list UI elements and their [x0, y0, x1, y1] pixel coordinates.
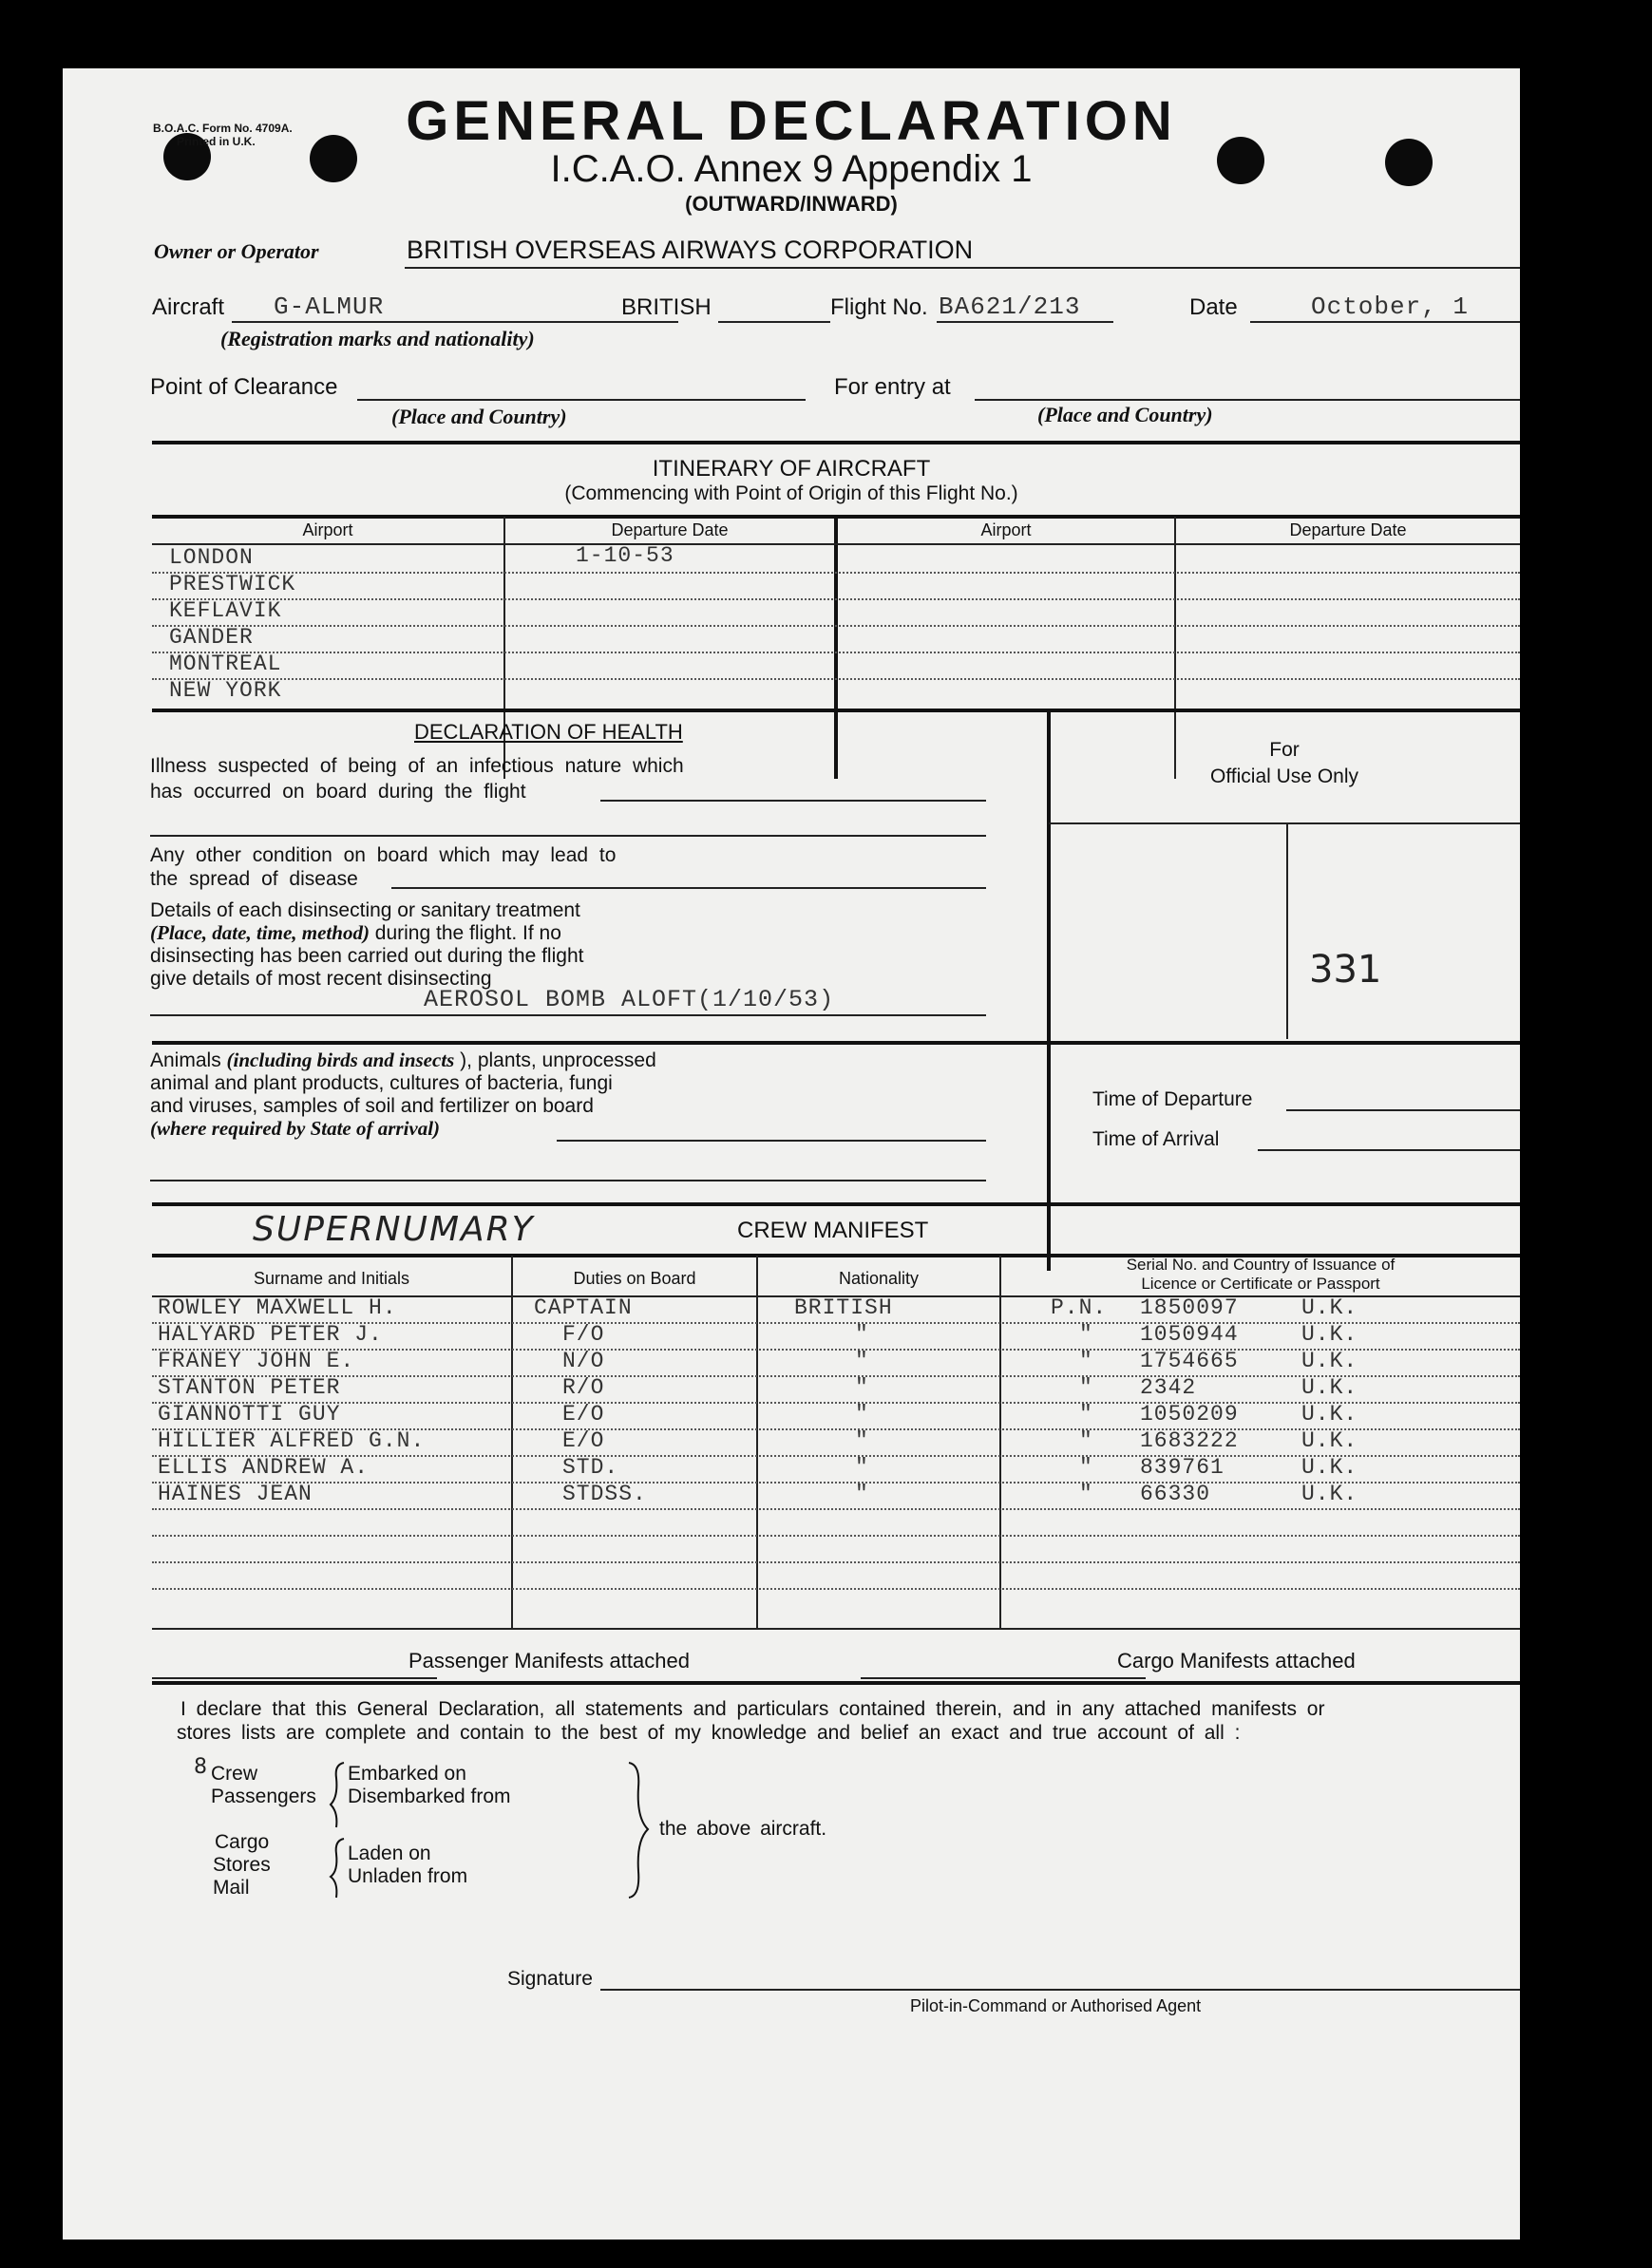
entry-caption: (Place and Country) — [1037, 403, 1213, 426]
crew-country: U.K. — [1301, 1402, 1358, 1427]
illness-line — [150, 835, 986, 837]
health-title: DECLARATION OF HEALTH — [414, 720, 683, 744]
time-arrival-label: Time of Arrival — [1092, 1128, 1220, 1150]
crew-col-serial-1: Serial No. and Country of Issuance of — [1126, 1256, 1396, 1274]
crew-col-duties: Duties on Board — [573, 1269, 696, 1288]
other-line — [391, 887, 986, 889]
decl-mail: Mail — [213, 1877, 250, 1899]
crew-duty: E/O — [562, 1402, 605, 1427]
crew-bottom-rule — [152, 1628, 1520, 1630]
flight-line — [937, 321, 1113, 323]
crew-count: 8 — [194, 1755, 207, 1779]
health-animals-1a: Animals — [150, 1049, 227, 1071]
crew-prefix: " — [1079, 1322, 1093, 1347]
decl-crew: Crew — [211, 1763, 258, 1785]
crew-serial: 66330 — [1140, 1482, 1211, 1506]
crew-prefix: " — [1079, 1482, 1093, 1506]
aircraft-line — [232, 321, 678, 323]
crew-row-rule — [152, 1588, 1520, 1590]
nationality-value: BRITISH — [621, 294, 712, 320]
crew-name: HALYARD PETER J. — [158, 1322, 383, 1347]
crew-country: U.K. — [1301, 1375, 1358, 1400]
crew-nationality: " — [855, 1455, 869, 1480]
official-divider — [1286, 824, 1288, 1039]
decl-passengers: Passengers — [211, 1786, 316, 1807]
itinerary-airport: NEW YORK — [169, 678, 282, 703]
crew-col-surname: Surname and Initials — [253, 1269, 410, 1288]
crew-col-nationality: Nationality — [838, 1269, 920, 1288]
health-illness-2: has occurred on board during the flight — [150, 781, 526, 803]
passenger-manifest: Passenger Manifests attached — [408, 1649, 690, 1673]
crew-prefix: " — [1079, 1428, 1093, 1453]
decl-stores: Stores — [213, 1854, 271, 1876]
crew-col-serial-2: Licence or Certificate or Passport — [1141, 1275, 1380, 1293]
date-label: Date — [1189, 294, 1238, 320]
decl-cargo: Cargo — [215, 1831, 270, 1853]
itinerary-col-airport: Airport — [980, 520, 1032, 539]
itinerary-row-rule — [152, 652, 1520, 653]
crew-duty: STDSS. — [562, 1482, 647, 1506]
health-bottom-rule — [152, 1202, 1520, 1206]
crew-country: U.K. — [1301, 1322, 1358, 1347]
itinerary-airport: LONDON — [169, 545, 254, 570]
itinerary-title: ITINERARY OF AIRCRAFT — [652, 456, 931, 482]
crew-country: U.K. — [1301, 1455, 1358, 1480]
declaration-line-2: stores lists are complete and contain to the best of my knowledge and belief an exact and true account of all : — [177, 1722, 1241, 1744]
itinerary-bottom-rule — [152, 709, 1520, 712]
itinerary-col-departure: Departure Date — [1289, 520, 1407, 539]
declaration-rule — [152, 1681, 1520, 1685]
printed-in: Printed in U.K. — [177, 135, 256, 148]
entry-line — [975, 399, 1520, 401]
crew-prefix: " — [1079, 1455, 1093, 1480]
crew-nationality: " — [855, 1402, 869, 1427]
disinf-value: AEROSOL BOMB ALOFT(1/10/53) — [424, 986, 835, 1013]
official-number: 331 — [1309, 948, 1382, 992]
itinerary-row-rule — [152, 678, 1520, 680]
time-arrival-line — [1258, 1149, 1520, 1151]
decl-above: the above aircraft. — [659, 1818, 827, 1840]
itinerary-col-airport: Airport — [302, 520, 353, 539]
form-title: GENERAL DECLARATION — [406, 90, 1177, 152]
cargo-manifest-line — [861, 1677, 1146, 1679]
illness-line — [600, 800, 986, 802]
passenger-manifest-line — [152, 1677, 437, 1679]
decl-laden: Laden on — [348, 1843, 431, 1864]
official-for: For — [1269, 739, 1300, 761]
crew-col-divider — [511, 1256, 513, 1628]
flight-label: Flight No. — [830, 294, 928, 320]
crew-name: ELLIS ANDREW A. — [158, 1455, 370, 1480]
brace-icon — [623, 1759, 652, 1901]
aircraft-value: G-ALMUR — [274, 293, 385, 321]
form-sheet — [63, 68, 1520, 2240]
crew-nationality: " — [855, 1428, 869, 1453]
owner-line — [405, 267, 1520, 269]
health-other-2: the spread of disease — [150, 868, 358, 890]
crew-country: U.K. — [1301, 1349, 1358, 1373]
brace-icon — [327, 1759, 350, 1901]
itinerary-subtitle: (Commencing with Point of Origin of this Flight No.) — [564, 482, 1018, 504]
itinerary-airport: KEFLAVIK — [169, 598, 282, 623]
signature-line[interactable] — [600, 1989, 1520, 1991]
clearance-caption: (Place and Country) — [391, 405, 567, 428]
crew-country: U.K. — [1301, 1428, 1358, 1453]
registration-caption: (Registration marks and nationality) — [220, 327, 535, 350]
crew-prefix: " — [1079, 1402, 1093, 1427]
cargo-manifest: Cargo Manifests attached — [1117, 1649, 1356, 1673]
crew-title: CREW MANIFEST — [737, 1218, 929, 1243]
health-mid-rule — [152, 1041, 1520, 1045]
health-animals-4: (where required by State of arrival) — [150, 1117, 441, 1140]
health-disinf-1: Details of each disinsecting or sanitary treatment — [150, 899, 580, 921]
disinf-line — [150, 1014, 986, 1016]
crew-duty: R/O — [562, 1375, 605, 1400]
signature-label: Signature — [507, 1968, 593, 1990]
pilot-caption: Pilot-in-Command or Authorised Agent — [910, 1996, 1202, 2015]
itinerary-date: 1-10-53 — [576, 543, 674, 568]
form-id: B.O.A.C. Form No. 4709A. — [153, 122, 293, 135]
date-value: October, 1 — [1311, 293, 1470, 321]
crew-nationality: " — [855, 1349, 869, 1373]
clearance-label: Point of Clearance — [150, 374, 338, 400]
itinerary-row-rule — [152, 625, 1520, 627]
crew-name: STANTON PETER — [158, 1375, 341, 1400]
crew-name: HILLIER ALFRED G.N. — [158, 1428, 426, 1453]
health-animals-3: and viruses, samples of soil and fertilizer on board — [150, 1095, 594, 1117]
itinerary-airport: PRESTWICK — [169, 572, 296, 596]
itinerary-row-rule — [152, 598, 1520, 600]
crew-name: ROWLEY MAXWELL H. — [158, 1295, 397, 1320]
owner-label: Owner or Operator — [154, 239, 319, 263]
official-rule — [1049, 822, 1520, 824]
decl-disembarked: Disembarked from — [348, 1786, 511, 1807]
crew-name: FRANEY JOHN E. — [158, 1349, 355, 1373]
crew-name: GIANNOTTI GUY — [158, 1402, 341, 1427]
crew-duty: STD. — [562, 1455, 619, 1480]
clearance-line — [357, 399, 806, 401]
health-disinf-4: give details of most recent disinsecting — [150, 968, 492, 990]
itinerary-airport: GANDER — [169, 625, 254, 650]
crew-col-divider — [756, 1256, 758, 1628]
crew-row-rule — [152, 1535, 1520, 1537]
animals-line — [150, 1180, 986, 1181]
health-disinf-3: disinsecting has been carried out during the flight — [150, 945, 584, 967]
health-animals-1c: ), plants, unprocessed — [454, 1049, 656, 1071]
itinerary-row-rule — [152, 572, 1520, 574]
crew-duty: CAPTAIN — [534, 1295, 633, 1320]
crew-serial: 1683222 — [1140, 1428, 1239, 1453]
declaration-line-1: I declare that this General Declaration, all statements and particulars contained therein, and in any attached manifests or — [180, 1698, 1325, 1720]
form-subtitle: I.C.A.O. Annex 9 Appendix 1 — [550, 148, 1033, 190]
crew-prefix: P.N. — [1051, 1295, 1108, 1320]
official-use-only: Official Use Only — [1210, 765, 1358, 787]
entry-label: For entry at — [834, 374, 951, 400]
animals-line — [557, 1140, 986, 1142]
crew-nationality: " — [855, 1375, 869, 1400]
supernumary-note: SUPERNUMARY — [253, 1210, 535, 1249]
crew-serial: 1050944 — [1140, 1322, 1239, 1347]
crew-col-divider — [999, 1256, 1001, 1628]
health-animals-1b: (including birds and insects — [226, 1049, 455, 1071]
decl-unladen: Unladen from — [348, 1865, 468, 1887]
crew-country: U.K. — [1301, 1482, 1358, 1506]
crew-prefix: " — [1079, 1375, 1093, 1400]
time-departure-label: Time of Departure — [1092, 1088, 1253, 1110]
form-direction: (OUTWARD/INWARD) — [685, 192, 898, 216]
aircraft-label: Aircraft — [152, 294, 225, 320]
crew-serial: 1050209 — [1140, 1402, 1239, 1427]
time-departure-line — [1286, 1109, 1520, 1111]
crew-duty: N/O — [562, 1349, 605, 1373]
crew-serial: 839761 — [1140, 1455, 1225, 1480]
health-disinf-2b: during the flight. If no — [369, 922, 561, 944]
health-disinf-2a: (Place, date, time, method) — [150, 921, 370, 944]
itinerary-center-divider — [834, 517, 838, 779]
crew-name: HAINES JEAN — [158, 1482, 313, 1506]
crew-serial: 1850097 — [1140, 1295, 1239, 1320]
health-illness-1: Illness suspected of being of an infectious nature which — [150, 755, 684, 777]
itinerary-airport: MONTREAL — [169, 652, 282, 676]
section-rule — [152, 441, 1520, 444]
crew-nationality: BRITISH — [794, 1295, 893, 1320]
crew-nationality: " — [855, 1482, 869, 1506]
nationality-line — [718, 321, 830, 323]
owner-value: BRITISH OVERSEAS AIRWAYS CORPORATION — [407, 236, 974, 264]
crew-prefix: " — [1079, 1349, 1093, 1373]
crew-serial: 2342 — [1140, 1375, 1197, 1400]
crew-serial: 1754665 — [1140, 1349, 1239, 1373]
flight-value: BA621/213 — [939, 293, 1081, 321]
crew-row-rule — [152, 1561, 1520, 1563]
itinerary-header-rule — [152, 543, 1520, 545]
date-line — [1250, 321, 1520, 323]
crew-duty: F/O — [562, 1322, 605, 1347]
decl-embarked: Embarked on — [348, 1763, 466, 1785]
crew-nationality: " — [855, 1322, 869, 1347]
itinerary-col-departure: Departure Date — [611, 520, 729, 539]
crew-duty: E/O — [562, 1428, 605, 1453]
crew-country: U.K. — [1301, 1295, 1358, 1320]
health-divider — [1047, 710, 1051, 1271]
health-animals-2: animal and plant products, cultures of bacteria, fungi — [150, 1072, 613, 1094]
health-other-1: Any other condition on board which may lead to — [150, 844, 617, 866]
crew-row-rule — [152, 1508, 1520, 1510]
